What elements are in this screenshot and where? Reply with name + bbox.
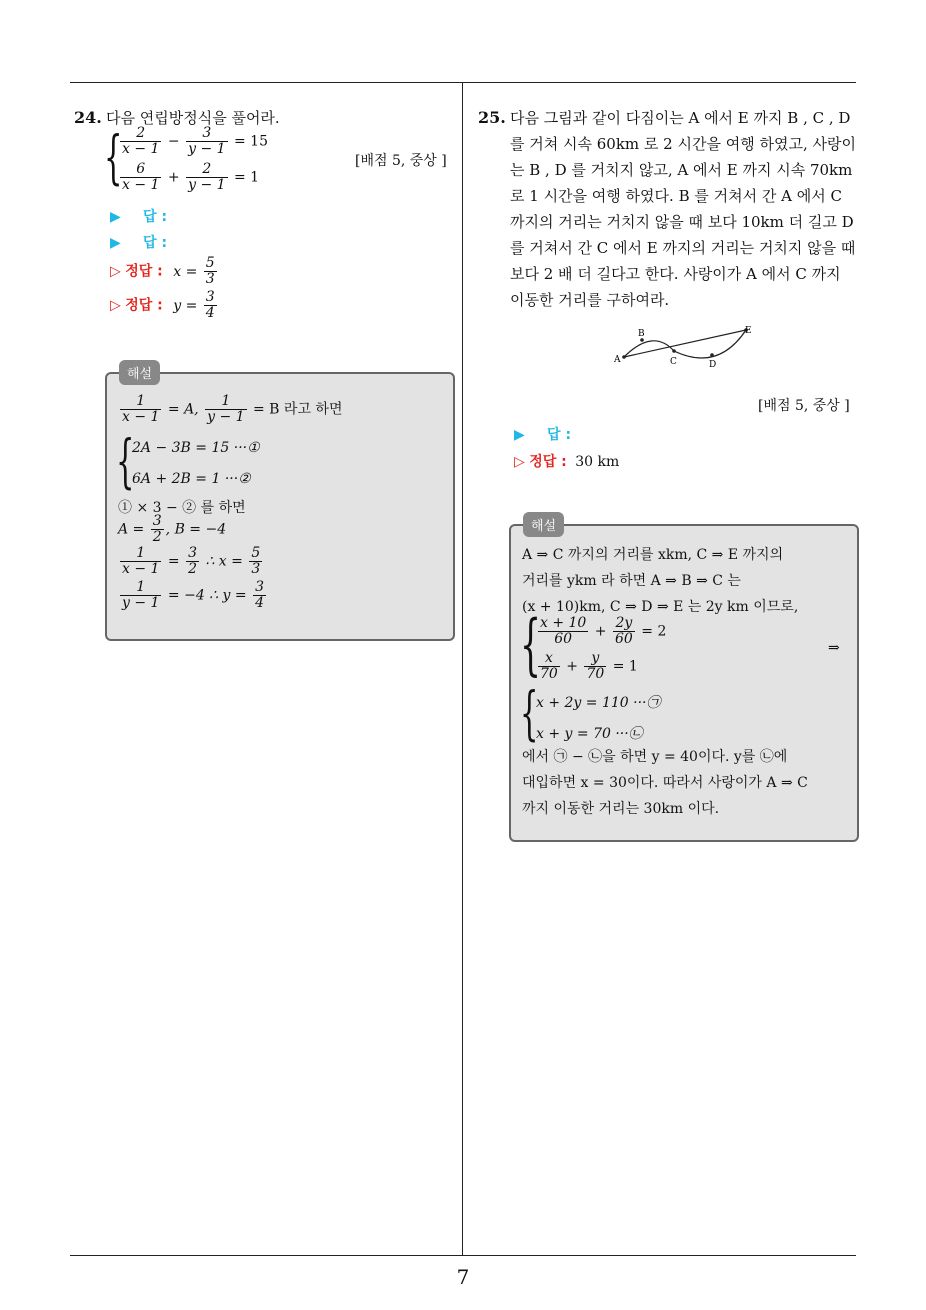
label-b: B: [638, 329, 645, 339]
implies-arrow: ⇒: [828, 640, 840, 656]
solution-25-sys-2: $\frac{x}{70}$ + $\frac{y}{70}$ = 1: [540, 650, 638, 682]
solution-24-sys-2: 6A + 2B = 1 ···②: [132, 471, 251, 487]
system-brace: {: [520, 606, 541, 683]
bottom-rule: [70, 1255, 856, 1256]
play-icon: ▶: [110, 209, 121, 225]
top-rule: [70, 82, 856, 83]
question-24-number: 24.: [74, 108, 102, 127]
question-25-text: 다음 그림과 같이 다짐이는 A 에서 E 까지 B , C , D 를 거쳐 시속 60km 로 2 시간을 여행 하였고, 사랑이 는 B , D 를 거치지 않고, A 에서 E 까지 시속 70km 로 1 시간을 여행 하였다. B 를 거쳐서 간 A 에서 C 까지의 거리는 거치지 않을 때 보다 10km 더 길고 D 를 거쳐서 간 C 에서 E 까지의 거리는 거치지 않을 때 보다 2 배 더 길다고 한다. 사랑이가 A 에서 C 까지 이동한 거리를 구하여라.: [510, 109, 856, 309]
point-a: [622, 355, 626, 359]
answer-line-2: ▶ 답 :: [110, 235, 168, 251]
route-diagram: [608, 320, 768, 370]
column-divider: [462, 82, 463, 1256]
system-brace: {: [104, 123, 123, 191]
system-brace: {: [520, 679, 539, 747]
solution-24-sys-1: 2A − 3B = 15 ···①: [132, 440, 260, 456]
page-number: 7: [456, 1265, 470, 1289]
play-icon: ▶: [110, 235, 121, 251]
question-24-score: [배점 5, 중상 ]: [355, 153, 447, 169]
solution-24-line-1: $\frac{1}{x - 1}$ = A, $\frac{1}{y - 1}$ = B 라고 하면: [122, 393, 343, 425]
correct-answer-25: ▷ 정답 : 30 km: [514, 454, 620, 470]
solution-25-sys-1: $\frac{x + 10}{60}$ + $\frac{2y}{60}$ = 2: [540, 615, 667, 647]
equation-1: $\frac{2}{x - 1}$ − $\frac{3}{y - 1}$ = 15: [122, 125, 268, 157]
path-via-b: [624, 341, 674, 357]
solution-24-line-3: ① × 3 − ② 를 하면: [118, 500, 246, 516]
solution-25-conclusion: 에서 ㉠ − ㉡을 하면 y = 40이다. y를 ㉡에 대입하면 x = 30이다. 따라서 사랑이가 A ⇒ C 까지 이동한 거리는 30km 이다.: [522, 749, 808, 817]
triangle-outline-icon: ▷: [514, 454, 525, 470]
solution-tag-25: 해설: [523, 512, 564, 537]
solution-24-line-5: $\frac{1}{x - 1}$ = $\frac{3}{2}$ ∴ x = $\frac{5}{3}$: [122, 545, 261, 577]
triangle-outline-icon: ▷: [110, 263, 121, 280]
label-e: E: [745, 326, 752, 336]
correct-answer-2: ▷ 정답 : y = $\frac{3}{4}$: [110, 289, 215, 321]
question-25-number: 25.: [478, 108, 506, 127]
answer-line-1: ▶ 답 :: [110, 209, 168, 225]
play-icon: ▶: [514, 427, 525, 443]
solution-25-sys-4: x + y = 70 ···㉡: [536, 726, 643, 742]
label-a: A: [614, 355, 621, 365]
label-d: D: [709, 360, 717, 370]
question-24-prompt: 다음 연립방정식을 풀어라.: [106, 109, 280, 127]
triangle-outline-icon: ▷: [110, 297, 121, 314]
solution-24-line-4: A = $\frac{3}{2}$ , B = −4: [118, 513, 227, 545]
answer-line-25: ▶ 답 :: [514, 427, 572, 443]
question-25-score: [배점 5, 중상 ]: [758, 398, 850, 414]
point-c: [672, 349, 676, 353]
correct-answer-1: ▷ 정답 : x = $\frac{5}{3}$: [110, 255, 215, 287]
solution-25-sys-3: x + 2y = 110 ···㉠: [536, 695, 661, 711]
equation-2: $\frac{6}{x - 1}$ + $\frac{2}{y - 1}$ = 1: [122, 161, 260, 193]
solution-24-line-6: $\frac{1}{y - 1}$ = −4 ∴ y = $\frac{3}{4}$: [122, 579, 264, 611]
solution-tag-24: 해설: [119, 360, 160, 385]
point-d: [710, 353, 714, 357]
label-c: C: [670, 357, 677, 367]
system-brace: {: [116, 427, 135, 495]
solution-25-intro: A ⇒ C 까지의 거리를 xkm, C ⇒ E 까지의 거리를 ykm 라 하면 A ⇒ B ⇒ C 는 (x + 10)km, C ⇒ D ⇒ E 는 2y km 이므로,: [522, 547, 799, 615]
